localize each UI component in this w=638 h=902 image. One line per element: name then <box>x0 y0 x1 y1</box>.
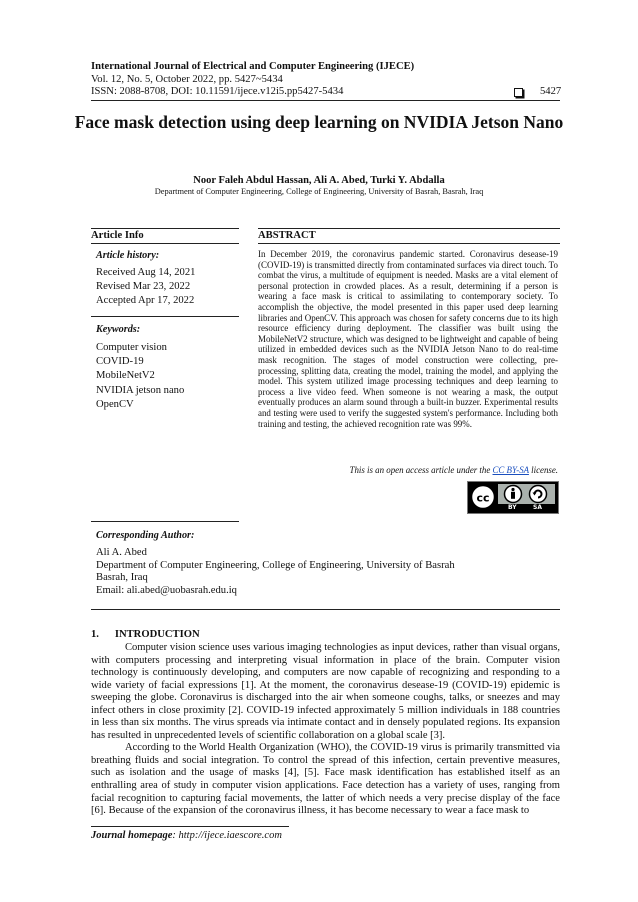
homepage-url[interactable]: http://ijece.iaescore.com <box>178 830 282 841</box>
info-top-rule <box>91 228 239 229</box>
keyword-item: COVID-19 <box>96 356 144 368</box>
info-heading-rule <box>91 243 239 244</box>
corresponding-email: Email: ali.abed@uobasrah.edu.iq <box>96 584 237 596</box>
corresponding-name: Ali A. Abed <box>96 547 147 558</box>
authors: Noor Faleh Abdul Hassan, Ali A. Abed, Turki Y. Abdalla <box>193 175 445 186</box>
homepage-label: Journal homepage <box>91 830 173 841</box>
history-received: Received Aug 14, 2021 <box>96 267 196 278</box>
intro-paragraph: Computer vision science uses various imaging technologies as input devices, rather than visual organs, with computers processing and interpreting visual information in place of the brain. Computer vision technology is continuously developing, and computers are now capable of recognizing and responding to a wide variety of facial expressions [1]. At the moment, the coronavirus desease-19 (COVID-19) epidemic is sweeping the globe. Coronavirus is discharged into the air when someone coughs, talks, or sneezes and may infect others in close proximity [2]. COVID-19 infected approximately 5 million individuals in 188 countries in less than six months. The virus spreads via intimate contact and in densely populated regions. Its expansion has resulted in unprecedented levels of scientific collaboration on a global scale [3]. <box>91 642 560 741</box>
paper-title: Face mask detection using deep learning on NVIDIA Jetson Nano <box>74 112 564 132</box>
affiliation: Department of Computer Engineering, College of Engineering, University of Basrah, Basrah, Iraq <box>154 187 484 196</box>
keywords-list <box>96 341 184 412</box>
header-rule <box>91 100 560 101</box>
abstract-heading-rule <box>258 243 560 244</box>
corresponding-city: Basrah, Iraq <box>96 572 148 584</box>
checkbox-square-icon <box>514 88 523 97</box>
volume-info: Vol. 12, No. 5, October 2022, pp. 5427~5434 <box>91 73 283 85</box>
corresponding-details <box>96 547 455 597</box>
corresponding-label: Corresponding Author: <box>96 530 195 541</box>
keyword-item: NVIDIA jetson nano <box>96 384 185 396</box>
badge-by-label: BY <box>508 504 517 511</box>
history-list <box>96 266 195 309</box>
page-number: 5427 <box>540 86 562 97</box>
running-header <box>91 61 414 99</box>
issn-doi: ISSN: 2088-8708, DOI: 10.11591/ijece.v12i5.pp5427-5434 <box>91 86 344 97</box>
journal-homepage: Journal homepage: http://ijece.iaescore.com <box>91 830 282 841</box>
history-label: Article history: <box>96 250 160 261</box>
history-revised: Revised Mar 23, 2022 <box>96 281 191 293</box>
introduction-heading: 1. INTRODUCTION <box>91 629 200 640</box>
abstract-top-rule <box>258 228 560 229</box>
license-prefix: This is an open access article under the <box>349 465 493 475</box>
corresponding-bottom-rule <box>91 609 560 610</box>
keyword-item: MobileNetV2 <box>96 370 155 382</box>
history-accepted: Accepted Apr 17, 2022 <box>96 295 195 307</box>
history-rule <box>91 316 239 317</box>
introduction-body <box>91 642 560 818</box>
intro-paragraph: According to the World Health Organization (WHO), the COVID-19 virus is primarily transmitted via breathing fluids and social integration. To control the spread of this infection, certain preventive measures, such as isolation and the usage of masks [4], [5]. Face mask identification has established itself as an enthralling area of study in computer vision applications. Face detection has a variety of uses, ranging from facial recognition to capturing facial movements, the latter of which needs a very precise display of the face [6]. Because of the expansion of the coronavirus illness, it has become necessary to wear a face mask to <box>91 742 560 817</box>
svg-text:cc: cc <box>476 491 490 505</box>
license-suffix: license. <box>528 465 558 475</box>
corresponding-rule <box>91 521 239 522</box>
article-info-heading: Article Info <box>91 230 144 241</box>
footer-rule <box>91 826 289 827</box>
keyword-item: OpenCV <box>96 398 134 410</box>
abstract-heading: ABSTRACT <box>258 230 316 241</box>
cc-by-sa-link[interactable]: CC BY-SA <box>492 465 529 475</box>
keyword-item: Computer vision <box>96 342 167 353</box>
corresponding-department: Department of Computer Engineering, College of Engineering, University of Basrah <box>96 559 455 571</box>
keywords-label: Keywords: <box>96 324 141 335</box>
abstract-text: In December 2019, the coronavirus pandemic started. Coronavirus desease-19 (COVID-19) is transmitted directly from contaminated surfaces via direct touch. To combat the virus, a multitude of equipment is needed. Masks are a vital element of personal protection in crowded places. As a result, determining if a person is wearing a face mask is critical to assimilating to contemporary society. To accomplish the objective, the model presented in this paper used deep learning libraries and OpenCV. This approach was chosen for safety concerns due to its high resource efficiency during deployment. The classifier was built using the MobileNetV2 structure, which was designed to be lightweight and capable of being utilized in embedded devices such as the NVIDIA Jetson Nano to do real-time mask recognition. The stages of model construction were collecting, pre-processing, splitting data, creating the model, training the model, and applying the model. This system utilized image processing techniques and deep learning to process a live video feed. When someone is not wearing a mask, the output eventually produces an alarm sound through a built-in buzzer. Experimental results and testing were used to verify the suggested system's performance. Including both training and testing, the achieved recognition rate was 99%. <box>258 249 558 429</box>
license-line <box>258 465 558 475</box>
badge-sa-label: SA <box>533 504 542 511</box>
journal-name: International Journal of Electrical and Computer Engineering (IJECE) <box>91 61 415 72</box>
